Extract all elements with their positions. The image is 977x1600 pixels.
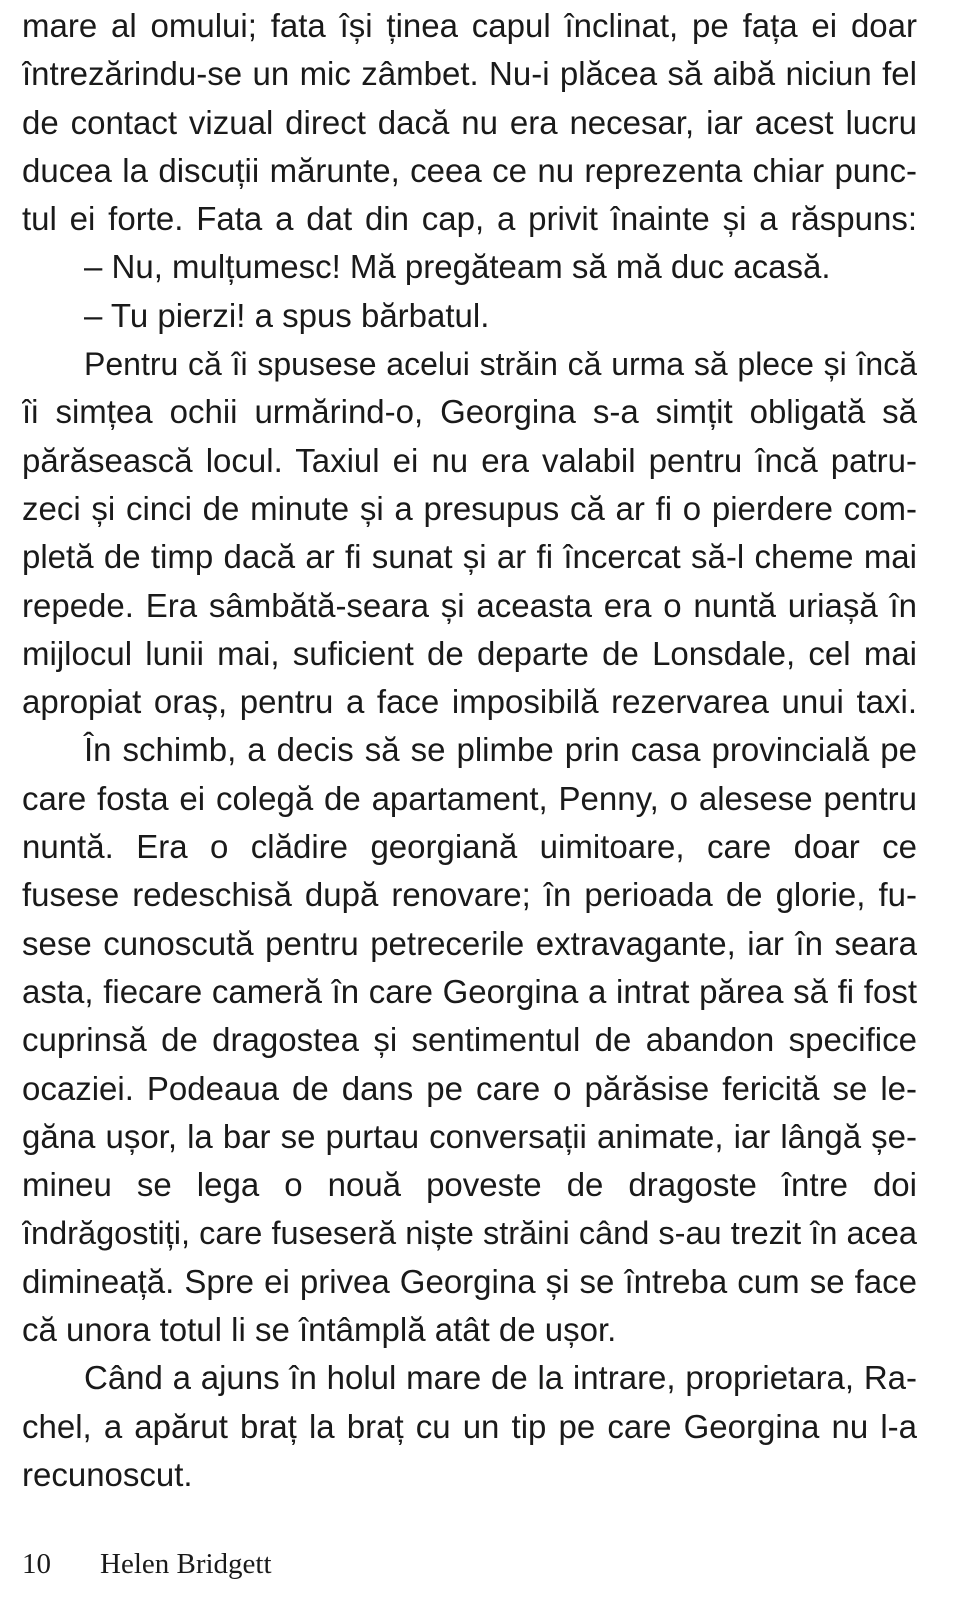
paragraph-end-line: recunoscut. [22,1455,193,1493]
text-line: zeci și cinci de minute și a presupus că ar fi o pierdere com- [22,489,917,527]
text-line: repede. Era sâmbătă-seara și aceasta era o nuntă uriașă în [22,586,917,624]
text-line: sese cunoscută pentru petrecerile extravagante, iar în seara [22,924,917,962]
dialogue-line: – Nu, mulțumesc! Mă pregăteam să mă duc acasă. [84,248,831,286]
author-name: Helen Bridgett [100,1548,272,1580]
page-footer [22,1546,272,1582]
dialogue-line: – Tu pierzi! a spus bărbatul. [84,296,490,334]
text-line: cuprinsă de dragostea și sentimentul de abandon specifice [22,1021,917,1059]
text-line: de contact vizual direct dacă nu era necesar, iar acest lucru [22,103,917,141]
text-line: mare al omului; fata își ținea capul înclinat, pe fața ei doar [22,7,917,44]
text-line: asta, fiecare cameră în care Georgina a intrat părea să fi fost [22,972,917,1010]
text-line: mineu se lega o nouă poveste de dragoste între doi [22,1166,917,1204]
paragraph-end-line: că unora totul li se întâmplă atât de ușor. [22,1311,617,1349]
text-line: îndrăgostiți, care fuseseră niște străini când s-au trezit în acea [22,1215,917,1252]
text-line: îi simțea ochii urmărind-o, Georgina s-a simțit obligată să [22,393,917,431]
paragraph-start-line: Când a ajuns în holul mare de la intrare, proprietara, Ra- [84,1359,917,1397]
text-line: mijlocul lunii mai, suficient de departe de Lonsdale, cel mai [22,634,917,672]
text-line: pletă de timp dacă ar fi sunat și ar fi încercat să-l cheme mai [22,538,917,576]
page-number: 10 [22,1548,51,1580]
text-line: fusese redeschisă după renovare; în perioada de glorie, fu- [22,876,917,914]
paragraph-start-line: În schimb, a decis să se plimbe prin casa provincială pe [84,731,917,769]
text-line: care fosta ei colegă de apartament, Penny, o alesese pentru [22,779,917,817]
text-line: dimineață. Spre ei privea Georgina și se întreba cum se face [22,1262,917,1300]
text-line: părăsească locul. Taxiul ei nu era valabil pentru încă patru- [22,441,917,479]
text-line: nuntă. Era o clădire georgiană uimitoare, care doar ce [22,828,917,866]
text-line: tul ei forte. Fata a dat din cap, a privit înainte și a răspuns: [22,200,917,238]
paragraph-start-line: Pentru că îi spusese acelui străin că urma să plece și încă [84,346,917,383]
text-line: chel, a apărut braț la braț cu un tip pe care Georgina nu l-a [22,1407,917,1445]
text-line: găna ușor, la bar se purtau conversații animate, iar lângă șe- [22,1117,917,1155]
text-line: întrezărindu-se un mic zâmbet. Nu-i plăcea să aibă niciun fel [22,55,917,93]
book-page-text [22,2,917,1499]
text-line: apropiat oraș, pentru a face imposibilă rezervarea unui taxi. [22,683,917,721]
text-line: ducea la discuții mărunte, ceea ce nu reprezenta chiar punc- [22,151,917,189]
text-line: ocaziei. Podeaua de dans pe care o părăsise fericită se le- [22,1069,917,1107]
